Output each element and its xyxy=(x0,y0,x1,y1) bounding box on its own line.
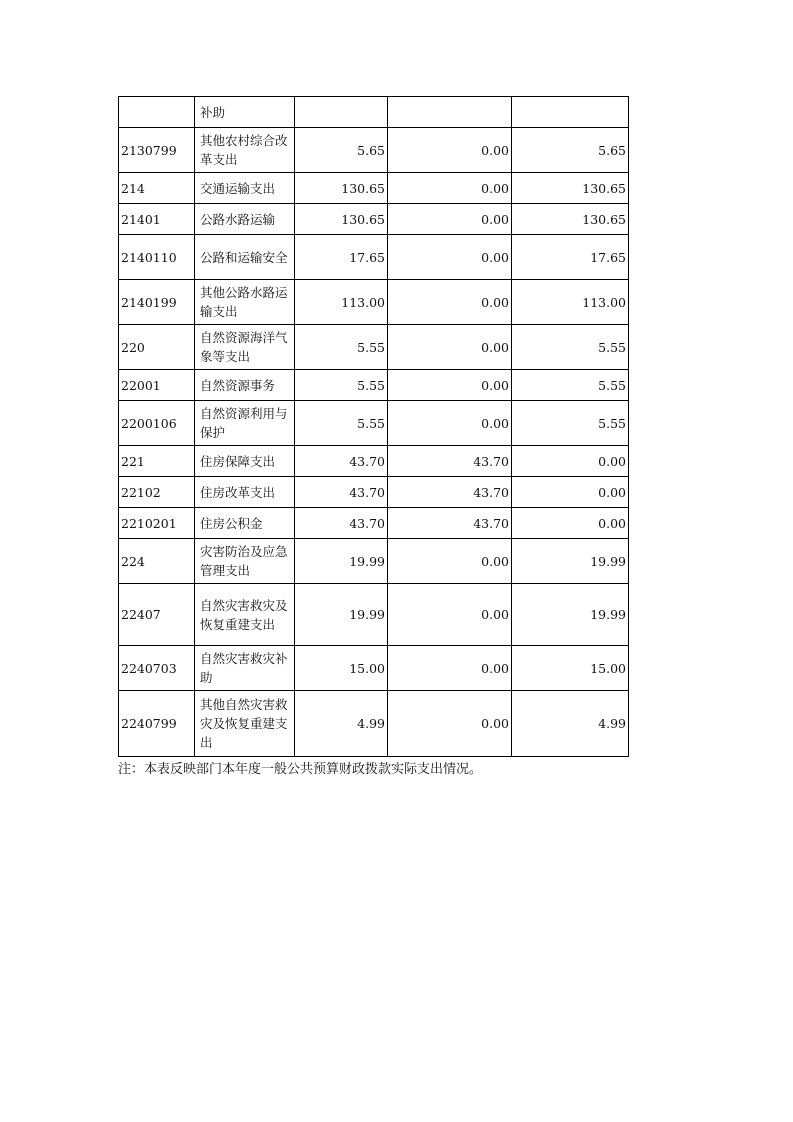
subject-name-cell-text: 灾害防治及应急管理支出 xyxy=(200,544,288,578)
basic-expense-cell xyxy=(388,280,512,325)
table-row xyxy=(119,280,629,325)
subject-code-cell xyxy=(119,280,195,325)
subject-name-cell xyxy=(195,173,295,204)
subject-code-cell xyxy=(119,235,195,280)
table-row xyxy=(119,370,629,401)
total-amount-cell xyxy=(295,477,388,508)
subject-code-cell xyxy=(119,477,195,508)
table-row xyxy=(119,539,629,584)
subject-name-cell xyxy=(195,508,295,539)
total-amount-cell xyxy=(295,97,388,128)
total-amount-cell xyxy=(295,584,388,646)
table-row xyxy=(119,325,629,370)
subject-code-cell xyxy=(119,508,195,539)
basic-expense-cell xyxy=(388,325,512,370)
project-expense-cell xyxy=(512,646,629,691)
project-expense-cell xyxy=(512,280,629,325)
table-row xyxy=(119,401,629,446)
total-amount-cell xyxy=(295,325,388,370)
total-amount-cell-text: 15.00 xyxy=(349,660,385,676)
project-expense-cell-text: 19.99 xyxy=(590,553,626,569)
subject-code-cell-text: 22001 xyxy=(121,377,161,393)
basic-expense-cell-text: 0.00 xyxy=(481,660,509,676)
total-amount-cell-text: 5.65 xyxy=(357,142,385,158)
table-body xyxy=(119,97,629,757)
table-row xyxy=(119,446,629,477)
table-row xyxy=(119,204,629,235)
project-expense-cell xyxy=(512,173,629,204)
subject-name-cell-text: 自然资源海洋气象等支出 xyxy=(200,330,288,364)
project-expense-cell xyxy=(512,477,629,508)
project-expense-cell xyxy=(512,508,629,539)
subject-code-cell xyxy=(119,370,195,401)
basic-expense-cell-text: 43.70 xyxy=(473,484,509,500)
subject-code-cell-text: 2130799 xyxy=(121,142,177,158)
project-expense-cell-text: 5.65 xyxy=(598,142,626,158)
project-expense-cell xyxy=(512,584,629,646)
subject-name-cell-text: 公路水路运输 xyxy=(200,211,276,227)
project-expense-cell-text: 17.65 xyxy=(590,249,626,265)
basic-expense-cell xyxy=(388,173,512,204)
total-amount-cell-text: 19.99 xyxy=(349,553,385,569)
subject-name-cell-text: 自然资源利用与保护 xyxy=(200,406,288,440)
total-amount-cell xyxy=(295,691,388,757)
table-row xyxy=(119,128,629,173)
project-expense-cell xyxy=(512,446,629,477)
expense-table xyxy=(118,96,629,757)
total-amount-cell xyxy=(295,539,388,584)
total-amount-cell xyxy=(295,280,388,325)
subject-code-cell xyxy=(119,691,195,757)
subject-name-cell xyxy=(195,280,295,325)
project-expense-cell-text: 0.00 xyxy=(598,453,626,469)
total-amount-cell xyxy=(295,235,388,280)
total-amount-cell-text: 113.00 xyxy=(341,294,385,310)
basic-expense-cell-text: 0.00 xyxy=(481,716,509,731)
subject-code-cell-text: 2140199 xyxy=(121,294,177,310)
subject-name-cell-text: 补助 xyxy=(200,104,226,120)
subject-code-cell xyxy=(119,325,195,370)
table-note: 注：本表反映部门本年度一般公共预算财政拨款实际支出情况。 xyxy=(118,762,483,777)
basic-expense-cell-text: 0.00 xyxy=(481,211,509,227)
subject-name-cell xyxy=(195,370,295,401)
subject-name-cell-text: 自然灾害救灾及恢复重建支出 xyxy=(200,597,288,632)
subject-code-cell-text: 22407 xyxy=(121,607,161,622)
total-amount-cell xyxy=(295,508,388,539)
subject-name-cell xyxy=(195,646,295,691)
project-expense-cell-text: 130.65 xyxy=(582,211,626,227)
basic-expense-cell xyxy=(388,508,512,539)
table-row xyxy=(119,646,629,691)
project-expense-cell xyxy=(512,97,629,128)
subject-name-cell-text: 住房保障支出 xyxy=(200,453,276,469)
basic-expense-cell xyxy=(388,446,512,477)
subject-code-cell-text: 2140110 xyxy=(121,249,177,265)
subject-name-cell-text: 公路和运输安全 xyxy=(200,249,288,265)
table-row xyxy=(119,691,629,757)
subject-name-cell xyxy=(195,477,295,508)
project-expense-cell-text: 5.55 xyxy=(598,377,626,393)
subject-name-cell-text: 住房改革支出 xyxy=(200,484,276,500)
basic-expense-cell-text: 0.00 xyxy=(481,415,509,431)
basic-expense-cell xyxy=(388,204,512,235)
total-amount-cell-text: 43.70 xyxy=(349,484,385,500)
subject-code-cell-text: 224 xyxy=(121,553,145,569)
table-row xyxy=(119,173,629,204)
subject-code-cell xyxy=(119,97,195,128)
total-amount-cell xyxy=(295,401,388,446)
subject-code-cell xyxy=(119,584,195,646)
project-expense-cell xyxy=(512,204,629,235)
basic-expense-cell-text: 0.00 xyxy=(481,553,509,569)
total-amount-cell-text: 4.99 xyxy=(357,716,385,731)
subject-name-cell xyxy=(195,97,295,128)
total-amount-cell xyxy=(295,128,388,173)
total-amount-cell-text: 130.65 xyxy=(341,211,385,227)
subject-name-cell xyxy=(195,325,295,370)
project-expense-cell xyxy=(512,325,629,370)
subject-code-cell xyxy=(119,204,195,235)
subject-code-cell-text: 220 xyxy=(121,339,145,355)
total-amount-cell-text: 5.55 xyxy=(357,415,385,431)
basic-expense-cell-text: 0.00 xyxy=(481,607,509,622)
subject-name-cell xyxy=(195,235,295,280)
basic-expense-cell xyxy=(388,128,512,173)
basic-expense-cell-text: 0.00 xyxy=(481,249,509,265)
subject-code-cell-text: 2240799 xyxy=(121,716,177,731)
basic-expense-cell-text: 0.00 xyxy=(481,294,509,310)
subject-name-cell-text: 其他农村综合改革支出 xyxy=(200,133,288,167)
basic-expense-cell xyxy=(388,477,512,508)
subject-code-cell-text: 221 xyxy=(121,453,145,469)
project-expense-cell xyxy=(512,539,629,584)
table-row xyxy=(119,97,629,128)
project-expense-cell-text: 113.00 xyxy=(582,294,626,310)
subject-name-cell xyxy=(195,204,295,235)
subject-code-cell-text: 2210201 xyxy=(121,515,177,531)
subject-name-cell xyxy=(195,539,295,584)
subject-code-cell xyxy=(119,646,195,691)
basic-expense-cell xyxy=(388,97,512,128)
subject-code-cell xyxy=(119,446,195,477)
project-expense-cell xyxy=(512,401,629,446)
subject-name-cell xyxy=(195,584,295,646)
table-row xyxy=(119,584,629,646)
project-expense-cell-text: 4.99 xyxy=(598,716,626,731)
total-amount-cell-text: 19.99 xyxy=(349,607,385,622)
basic-expense-cell xyxy=(388,646,512,691)
total-amount-cell-text: 5.55 xyxy=(357,377,385,393)
table-row xyxy=(119,477,629,508)
basic-expense-cell-text: 0.00 xyxy=(481,142,509,158)
table-row xyxy=(119,235,629,280)
basic-expense-cell-text: 0.00 xyxy=(481,377,509,393)
total-amount-cell xyxy=(295,646,388,691)
basic-expense-cell-text: 43.70 xyxy=(473,453,509,469)
basic-expense-cell-text: 43.70 xyxy=(473,515,509,531)
basic-expense-cell-text: 0.00 xyxy=(481,180,509,196)
subject-code-cell xyxy=(119,401,195,446)
basic-expense-cell xyxy=(388,370,512,401)
basic-expense-cell-text: 0.00 xyxy=(481,339,509,355)
subject-code-cell-text: 214 xyxy=(121,180,145,196)
project-expense-cell-text: 15.00 xyxy=(590,660,626,676)
basic-expense-cell xyxy=(388,539,512,584)
total-amount-cell xyxy=(295,204,388,235)
project-expense-cell xyxy=(512,691,629,757)
subject-code-cell-text: 21401 xyxy=(121,211,161,227)
project-expense-cell-text: 5.55 xyxy=(598,339,626,355)
subject-name-cell-text: 其他自然灾害救灾及恢复重建支出 xyxy=(200,697,288,750)
project-expense-cell xyxy=(512,128,629,173)
subject-code-cell-text: 2240703 xyxy=(121,660,177,676)
project-expense-cell-text: 0.00 xyxy=(598,484,626,500)
project-expense-cell-text: 0.00 xyxy=(598,515,626,531)
subject-name-cell xyxy=(195,128,295,173)
basic-expense-cell xyxy=(388,691,512,757)
total-amount-cell-text: 43.70 xyxy=(349,453,385,469)
project-expense-cell-text: 19.99 xyxy=(590,607,626,622)
total-amount-cell-text: 17.65 xyxy=(349,249,385,265)
subject-code-cell-text: 2200106 xyxy=(121,415,177,431)
subject-name-cell-text: 自然灾害救灾补助 xyxy=(200,651,288,685)
subject-name-cell xyxy=(195,401,295,446)
table-row xyxy=(119,508,629,539)
total-amount-cell-text: 130.65 xyxy=(341,180,385,196)
basic-expense-cell xyxy=(388,235,512,280)
basic-expense-cell xyxy=(388,584,512,646)
project-expense-cell xyxy=(512,370,629,401)
total-amount-cell xyxy=(295,370,388,401)
project-expense-cell xyxy=(512,235,629,280)
subject-name-cell-text: 交通运输支出 xyxy=(200,180,276,196)
total-amount-cell-text: 43.70 xyxy=(349,515,385,531)
subject-name-cell-text: 其他公路水路运输支出 xyxy=(200,285,288,319)
subject-code-cell-text: 22102 xyxy=(121,484,161,500)
subject-name-cell xyxy=(195,446,295,477)
total-amount-cell xyxy=(295,173,388,204)
basic-expense-cell xyxy=(388,401,512,446)
subject-code-cell xyxy=(119,539,195,584)
subject-name-cell xyxy=(195,691,295,757)
subject-code-cell xyxy=(119,128,195,173)
subject-code-cell xyxy=(119,173,195,204)
total-amount-cell xyxy=(295,446,388,477)
project-expense-cell-text: 130.65 xyxy=(582,180,626,196)
subject-name-cell-text: 自然资源事务 xyxy=(200,377,276,393)
total-amount-cell-text: 5.55 xyxy=(357,339,385,355)
subject-name-cell-text: 住房公积金 xyxy=(200,515,263,531)
project-expense-cell-text: 5.55 xyxy=(598,415,626,431)
